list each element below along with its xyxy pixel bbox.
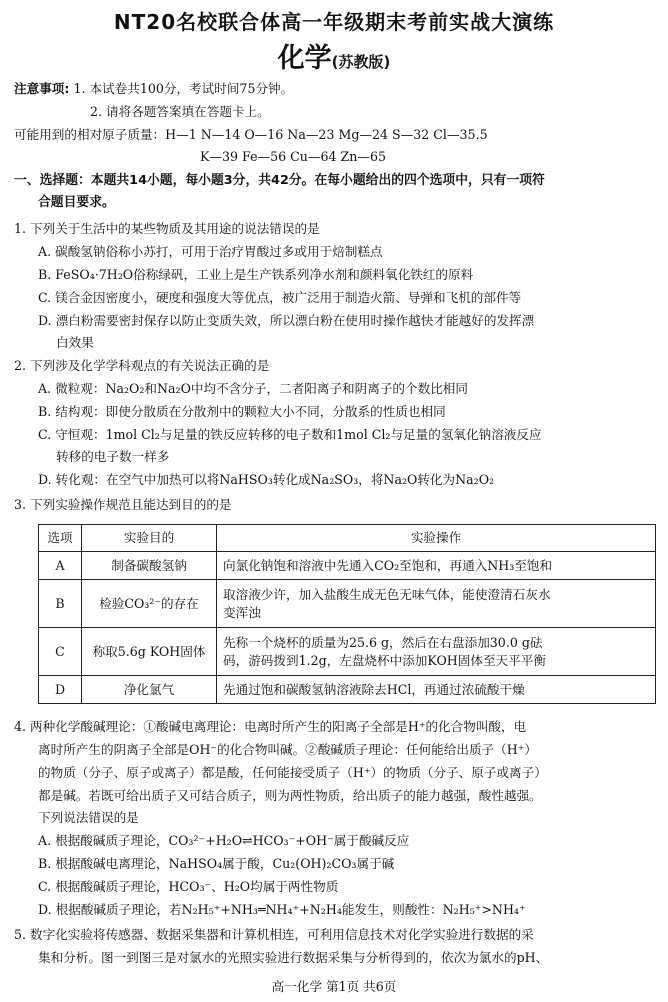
q1-option-b: B. FeSO₄·7H₂O俗称绿矾，工业上是生产铁系列净水剂和颜料氧化铁红的原料 <box>38 267 474 282</box>
table-row <box>39 676 656 704</box>
table-row <box>39 580 656 628</box>
operation-line: 码，游码拨到1.2g，左盘烧杯中添加KOH固体至天平平衡 <box>223 652 546 668</box>
q1-option-d: D. 漂白粉需要密封保存以防止变质失效，所以漂白粉在使用时操作越快才能越好的发挥漂 <box>38 313 535 328</box>
q4-line-5: 下列说法错误的是 <box>38 810 139 825</box>
operation-line: 先称一个烧杯的质量为25.6 g，然后在右盘添加30.0 g砝 <box>223 634 543 650</box>
q1-option-a: A. 碳酸氢钠俗称小苏打，可用于治疗胃酸过多或用于焙制糕点 <box>38 244 383 259</box>
table-header-row <box>39 525 656 552</box>
page-footer: 高一化学 第1页 共6页 <box>271 979 397 994</box>
row-option: D <box>39 676 82 704</box>
q4-option-a: A. 根据酸碱质子理论，CO₃²⁻+H₂O⇌HCO₃⁻+OH⁻属于酸碱反应 <box>38 833 410 848</box>
q4-option-b: B. 根据酸碱电离理论，NaHSO₄属于酸，Cu₂(OH)₂CO₃属于碱 <box>38 856 395 871</box>
q4-option-d: D. 根据酸碱质子理论，若N₂H₅⁺+NH₃═NH₄⁺+N₂H₄能发生，则酸性：N₂H₅⁺>NH₄⁺ <box>38 902 526 917</box>
q4-option-c: C. 根据酸碱质子理论，HCO₃⁻、H₂O均属于两性物质 <box>38 879 339 894</box>
row-option: A <box>39 552 82 580</box>
q2-option-d: D. 转化观：在空气中加热可以将NaHSO₃转化成Na₂SO₃，将Na₂O转化为Na₂O₂ <box>38 472 495 487</box>
operation-line: 先通过饱和碳酸氢钠溶液除去HCl，再通过浓硫酸干燥 <box>223 681 525 697</box>
q2-option-c: C. 守恒观：1mol Cl₂与足量的铁反应转移的电子数和1mol Cl₂与足量的氢氧化钠溶液反应 <box>38 427 542 442</box>
q2-option-a: A. 微粒观：Na₂O₂和Na₂O中均不含分子，二者阳离子和阴离子的个数比相同 <box>38 381 468 396</box>
q1-option-d-cont: 白效果 <box>56 335 94 350</box>
row-purpose: 净化氯气 <box>82 676 217 704</box>
q2-stem: 2. 下列涉及化学学科观点的有关说法正确的是 <box>14 358 270 373</box>
notes-label: 注意事项: <box>14 81 70 96</box>
header-option: 选项 <box>39 525 82 552</box>
table-row <box>39 628 656 676</box>
operation-line: 取溶液少许，加入盐酸生成无色无味气体，能使澄清石灰水 <box>223 586 551 602</box>
notes-item-2: 2. 请将各题答案填在答题卡上。 <box>90 104 270 119</box>
subject-heading <box>0 36 668 75</box>
header-purpose: 实验目的 <box>82 525 217 552</box>
edition-label: (苏教版) <box>331 53 391 71</box>
q2-option-c-cont: 转移的电子数一样多 <box>56 449 170 464</box>
subject-name: 化学 <box>277 43 332 74</box>
notes-line-1 <box>14 80 293 98</box>
table-row <box>39 552 656 580</box>
operation-line: 变浑浊 <box>223 604 261 620</box>
header-operation: 实验操作 <box>217 525 656 552</box>
section-heading-line-1: 一、选择题：本题共14小题，每小题3分，共42分。在每小题给出的四个选项中，只有一项符 <box>14 173 545 188</box>
row-operation <box>217 552 656 580</box>
q4-line-1: 4. 两种化学酸碱理论：①酸碱电离理论：电离时所产生的阳离子全部是H⁺的化合物叫酸，电 <box>14 719 527 734</box>
row-operation <box>217 676 656 704</box>
q3-table <box>38 524 656 704</box>
notes-item-1: 1. 本试卷共100分，考试时间75分钟。 <box>73 81 294 96</box>
q5-line-2: 集和分析。图一到图三是对氯水的光照实验进行数据采集与分析得到的，依次为氯水的pH、 <box>38 950 549 965</box>
exam-title: NT20名校联合体高一年级期末考前实战大演练 <box>113 10 555 34</box>
q1-stem: 1. 下列关于生活中的某些物质及其用途的说法错误的是 <box>14 221 320 236</box>
row-purpose: 称取5.6g KOH固体 <box>82 628 217 676</box>
atomic-mass-line-2: K—39 Fe—56 Cu—64 Zn—65 <box>200 149 387 164</box>
q4-line-4: 都是碱。若既可给出质子又可结合质子，则为两性物质，给出质子的能力越强，酸性越强。 <box>38 788 542 803</box>
q4-line-3: 的物质（分子、原子或离子）都是酸，任何能接受质子（H⁺）的物质（分子、原子或离子） <box>38 765 547 780</box>
q3-stem: 3. 下列实验操作规范且能达到目的的是 <box>14 497 232 512</box>
row-operation <box>217 628 656 676</box>
q2-option-b: B. 结构观：即使分散质在分散剂中的颗粒大小不同，分散系的性质也相同 <box>38 404 446 419</box>
q4-line-2: 离时所产生的阴离子全部是OH⁻的化合物叫碱。②酸碱质子理论：任何能给出质子（H⁺） <box>38 742 537 757</box>
section-heading-line-2: 合题目要求。 <box>38 195 115 210</box>
q1-option-c: C. 镁合金因密度小，硬度和强度大等优点，被广泛用于制造火箭、导弹和飞机的部件等 <box>38 290 522 305</box>
operation-line: 向氯化钠饱和溶液中先通入CO₂至饱和，再通入NH₃至饱和 <box>223 557 553 573</box>
row-option: C <box>39 628 82 676</box>
row-operation <box>217 580 656 628</box>
row-purpose: 制备碳酸氢钠 <box>82 552 217 580</box>
atomic-mass-line-1: 可能用到的相对原子质量：H—1 N—14 O—16 Na—23 Mg—24 S—32 Cl—35.5 <box>14 127 488 142</box>
row-purpose: 检验CO₃²⁻的存在 <box>82 580 217 628</box>
row-option: B <box>39 580 82 628</box>
q5-line-1: 5. 数字化实验将传感器、数据采集器和计算机相连，可利用信息技术对化学实验进行数据的采 <box>14 927 534 942</box>
